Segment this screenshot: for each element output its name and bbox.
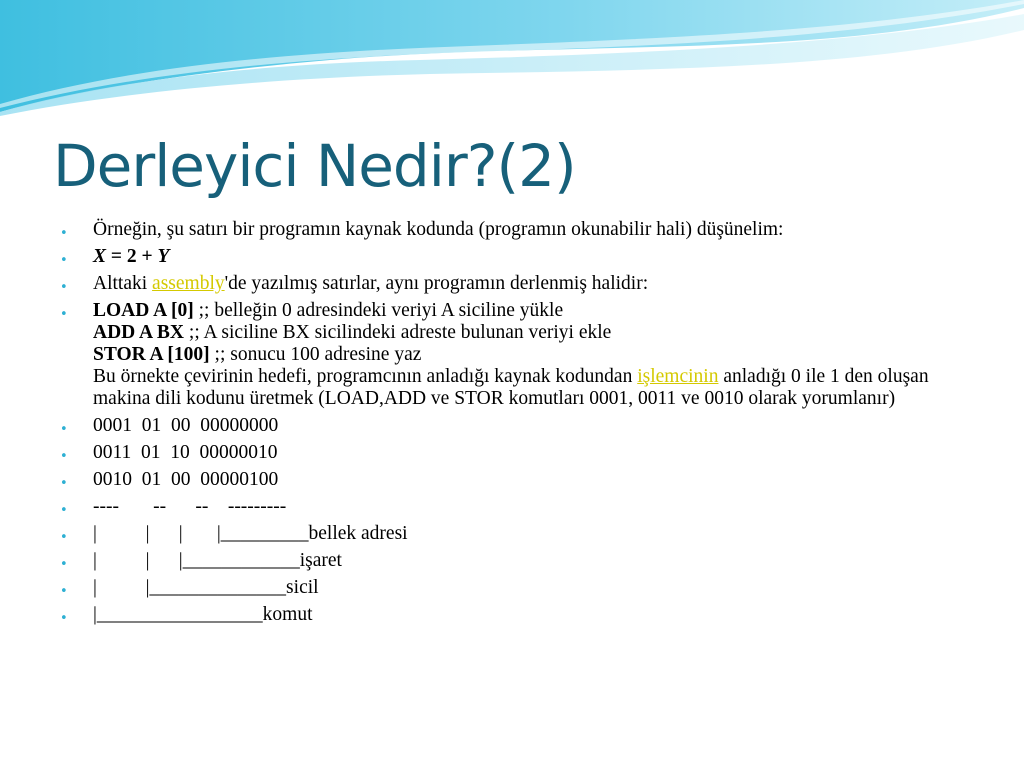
bullet-item bbox=[60, 523, 980, 545]
bullet-dot-icon: • bbox=[60, 449, 68, 464]
bullet-item bbox=[60, 604, 980, 626]
bullet-text: 'de yazılmış satırlar, aynı programın derlenmiş halidir: bbox=[224, 273, 649, 294]
slide-title: Derleyici Nedir?(2) bbox=[53, 132, 576, 200]
bullet-item bbox=[60, 219, 980, 241]
header-wave-decoration bbox=[0, 0, 1024, 120]
code-stor: STOR A [100] bbox=[93, 344, 210, 365]
diagram-line: |_________________komut bbox=[93, 604, 313, 625]
bullet-dot-icon: • bbox=[60, 226, 68, 241]
machine-code-line: 0010 01 00 00000100 bbox=[93, 469, 279, 490]
formula-y: Y bbox=[157, 246, 170, 267]
bullet-item bbox=[60, 577, 980, 599]
machine-code-line: 0011 01 10 00000010 bbox=[93, 442, 278, 463]
comment-stor: ;; sonucu 100 adresine yaz bbox=[209, 344, 422, 365]
code-load: LOAD A [0] bbox=[93, 300, 194, 321]
diagram-line: | | |____________işaret bbox=[93, 550, 342, 571]
bullet-item-code-block bbox=[60, 300, 980, 410]
islemcinin-link[interactable]: işlemcinin bbox=[637, 366, 719, 387]
explanation-paragraph: Bu örnekte çevirinin hedefi, programcının anladığı kaynak kodundan işlemcinin anladığı 0 ile 1 den oluşan makina dili kodunu üretmek (LOAD,ADD ve STOR komutları 0001, 0011 ve 0010 olarak yorumlanır) bbox=[93, 366, 929, 409]
formula-mid: = 2 + bbox=[106, 246, 158, 267]
bullet-dot-icon: • bbox=[60, 307, 68, 322]
bullet-text: Alttaki bbox=[93, 273, 153, 294]
comment-add: ;; A siciline BX sicilindeki adreste bulunan veriyi ekle bbox=[184, 322, 612, 343]
bullet-dot-icon: • bbox=[60, 611, 68, 626]
code-line-load bbox=[93, 300, 980, 322]
bullet-item bbox=[60, 246, 980, 268]
formula-x: X bbox=[93, 246, 107, 267]
diagram-line: | |______________sicil bbox=[93, 577, 319, 598]
bullet-item bbox=[60, 273, 980, 295]
bullet-dot-icon: • bbox=[60, 476, 68, 491]
machine-code-line: 0001 01 00 00000000 bbox=[93, 415, 279, 436]
assembly-link[interactable]: assembly bbox=[152, 273, 225, 294]
code-add: ADD A BX bbox=[93, 322, 185, 343]
bullet-item bbox=[60, 469, 980, 491]
code-line-add bbox=[93, 322, 980, 344]
comment-load: ;; belleğin 0 adresindeki veriyi A siciline yükle bbox=[193, 300, 564, 321]
bullet-dot-icon: • bbox=[60, 280, 68, 295]
bullet-list bbox=[60, 219, 980, 631]
diagram-line: | | | |_________bellek adresi bbox=[93, 523, 408, 544]
diagram-line: ---- -- -- --------- bbox=[93, 496, 287, 517]
bullet-dot-icon: • bbox=[60, 584, 68, 599]
bullet-text: Örneğin, şu satırı bir programın kaynak kodunda (programın okunabilir hali) düşünelim: bbox=[93, 219, 784, 240]
bullet-item bbox=[60, 415, 980, 437]
bullet-dot-icon: • bbox=[60, 557, 68, 572]
bullet-dot-icon: • bbox=[60, 422, 68, 437]
bullet-item bbox=[60, 442, 980, 464]
bullet-dot-icon: • bbox=[60, 530, 68, 545]
code-line-stor bbox=[93, 344, 980, 366]
bullet-item bbox=[60, 496, 980, 518]
bullet-dot-icon: • bbox=[60, 253, 68, 268]
bullet-item bbox=[60, 550, 980, 572]
bullet-dot-icon: • bbox=[60, 503, 68, 518]
